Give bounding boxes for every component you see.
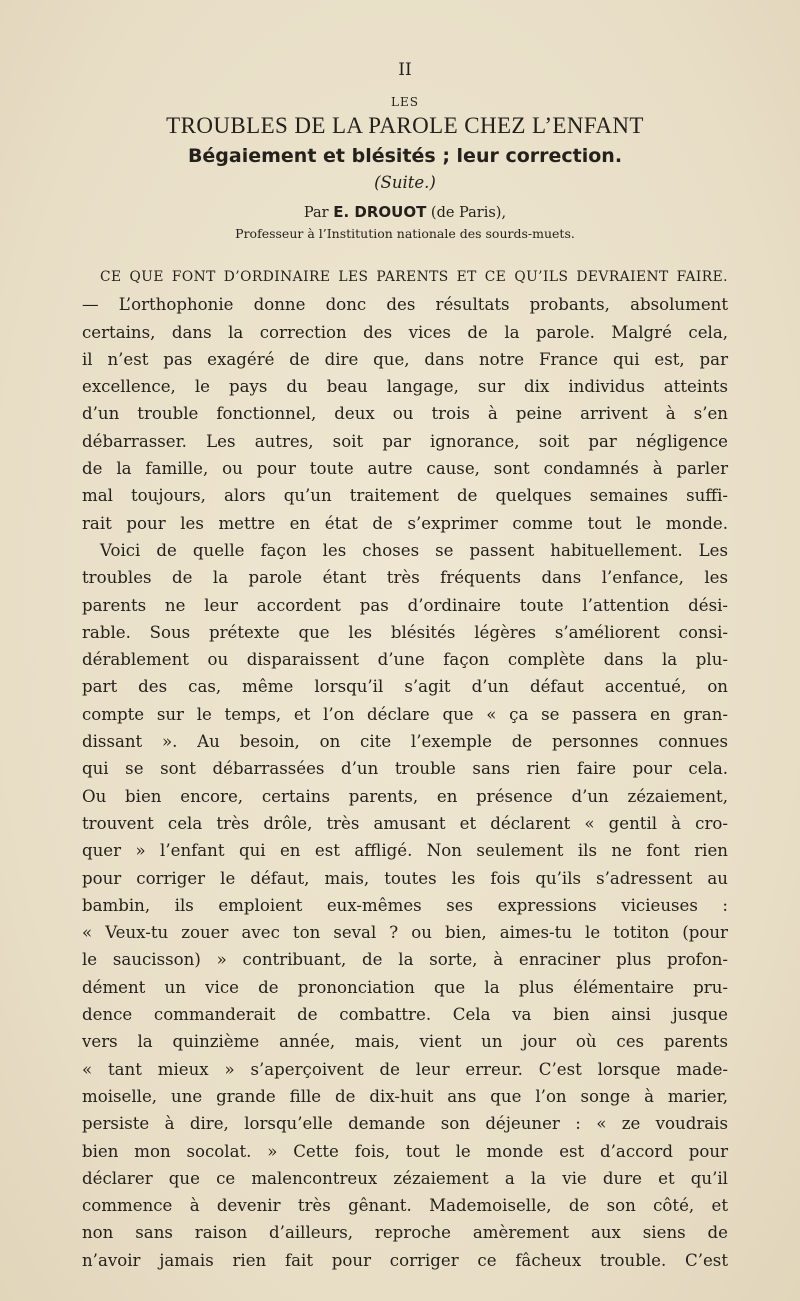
- author-name: E. DROUOT: [333, 203, 427, 221]
- body-line: persiste à dire, lorsqu’elle demande son déjeuner : « ze voudrais: [82, 1114, 728, 1134]
- body-line: non sans raison d’ailleurs, reproche amèrement aux siens de: [82, 1223, 728, 1243]
- body-line: de la famille, ou pour toute autre cause, sont condamnés à parler: [82, 459, 728, 479]
- article-body: [82, 264, 728, 1274]
- body-line: n’avoir jamais rien fait pour corriger ce fâcheux trouble. C’est: [82, 1250, 728, 1270]
- body-line: il n’est pas exagéré de dire que, dans notre France qui est, par: [82, 349, 728, 369]
- body-line: rable. Sous prétexte que les blésités légères s’améliorent consi-: [82, 622, 728, 642]
- body-line: part des cas, même lorsqu’il s’agit d’un défaut accentué, on: [82, 677, 728, 697]
- book-page: [82, 58, 728, 1274]
- body-line: Ou bien encore, certains parents, en présence d’un zézaiement,: [82, 786, 728, 806]
- body-line: trouvent cela très drôle, très amusant et déclarent « gentil à cro-: [82, 813, 728, 833]
- body-line: dence commanderait de combattre. Cela va bien ainsi jusque: [82, 1005, 728, 1025]
- body-line: mal toujours, alors qu’un traitement de quelques semaines suffi-: [82, 486, 728, 506]
- body-line: dissant ». Au besoin, on cite l’exemple de personnes connues: [82, 732, 728, 752]
- author-role: Professeur à l’Institution nationale des sourds-muets.: [235, 226, 575, 241]
- body-line: débarrasser. Les autres, soit par ignorance, soit par négligence: [82, 431, 728, 451]
- article-title: TROUBLES DE LA PAROLE CHEZ L’ENFANT: [166, 113, 644, 138]
- body-line: troubles de la parole étant très fréquents dans l’enfance, les: [82, 568, 728, 588]
- author-line: [82, 201, 728, 224]
- body-line: « Veux-tu zouer avec ton seval ? ou bien, aimes-tu le totiton (pour: [82, 923, 728, 943]
- body-line: quer » l’enfant qui en est affligé. Non seulement ils ne font rien: [82, 841, 728, 861]
- section-number: II: [398, 60, 412, 80]
- body-line: dérablement ou disparaissent d’une façon complète dans la plu-: [82, 650, 728, 670]
- body-line: excellence, le pays du beau langage, sur dix individus atteints: [82, 377, 728, 397]
- author-place: (de Paris),: [430, 205, 507, 221]
- article-subtitle: Bégaiement et blésités ; leur correction.: [187, 145, 623, 167]
- body-line: parents ne leur accordent pas d’ordinaire toute l’attention dési-: [82, 595, 728, 615]
- over-title: LES: [391, 95, 419, 109]
- body-line: certains, dans la correction des vices de la parole. Malgré cela,: [82, 322, 728, 342]
- body-line: « tant mieux » s’aperçoivent de leur erreur. C’est lorsque made-: [82, 1059, 728, 1079]
- body-line: Voici de quelle façon les choses se passent habituellement. Les: [100, 540, 728, 560]
- body-line: pour corriger le défaut, mais, toutes les fois qu’ils s’adressent au: [82, 868, 728, 888]
- body-line: compte sur le temps, et l’on déclare que « ça se passera en gran-: [82, 704, 728, 724]
- body-line: commence à devenir très gênant. Mademoiselle, de son côté, et: [82, 1196, 728, 1216]
- body-line: bien mon socolat. » Cette fois, tout le monde est d’accord pour: [82, 1141, 728, 1161]
- body-line: CE QUE FONT D’ORDINAIRE LES PARENTS ET CE QU’ILS DEVRAIENT FAIRE.: [100, 269, 728, 285]
- body-line: moiselle, une grande fille de dix-huit ans que l’on songe à marier,: [82, 1086, 728, 1106]
- body-line: qui se sont débarrassées d’un trouble sans rien faire pour cela.: [82, 759, 728, 779]
- body-line: déclarer que ce malencontreux zézaiement a la vie dure et qu’il: [82, 1168, 728, 1188]
- author-prefix: Par: [303, 205, 329, 221]
- body-line: — L’orthophonie donne donc des résultats probants, absolument: [82, 295, 728, 315]
- body-line: vers la quinzième année, mais, vient un jour où ces parents: [82, 1032, 728, 1052]
- continuation-note: (Suite.): [374, 173, 436, 192]
- body-line: le saucisson) » contribuant, de la sorte, à enraciner plus profon-: [82, 950, 728, 970]
- body-line: rait pour les mettre en état de s’exprimer comme tout le monde.: [82, 513, 728, 533]
- body-line: d’un trouble fonctionnel, deux ou trois à peine arrivent à s’en: [82, 404, 728, 424]
- body-line: dément un vice de prononciation que la plus élémentaire pru-: [82, 977, 728, 997]
- body-line: bambin, ils emploient eux-mêmes ses expressions vicieuses :: [82, 895, 728, 915]
